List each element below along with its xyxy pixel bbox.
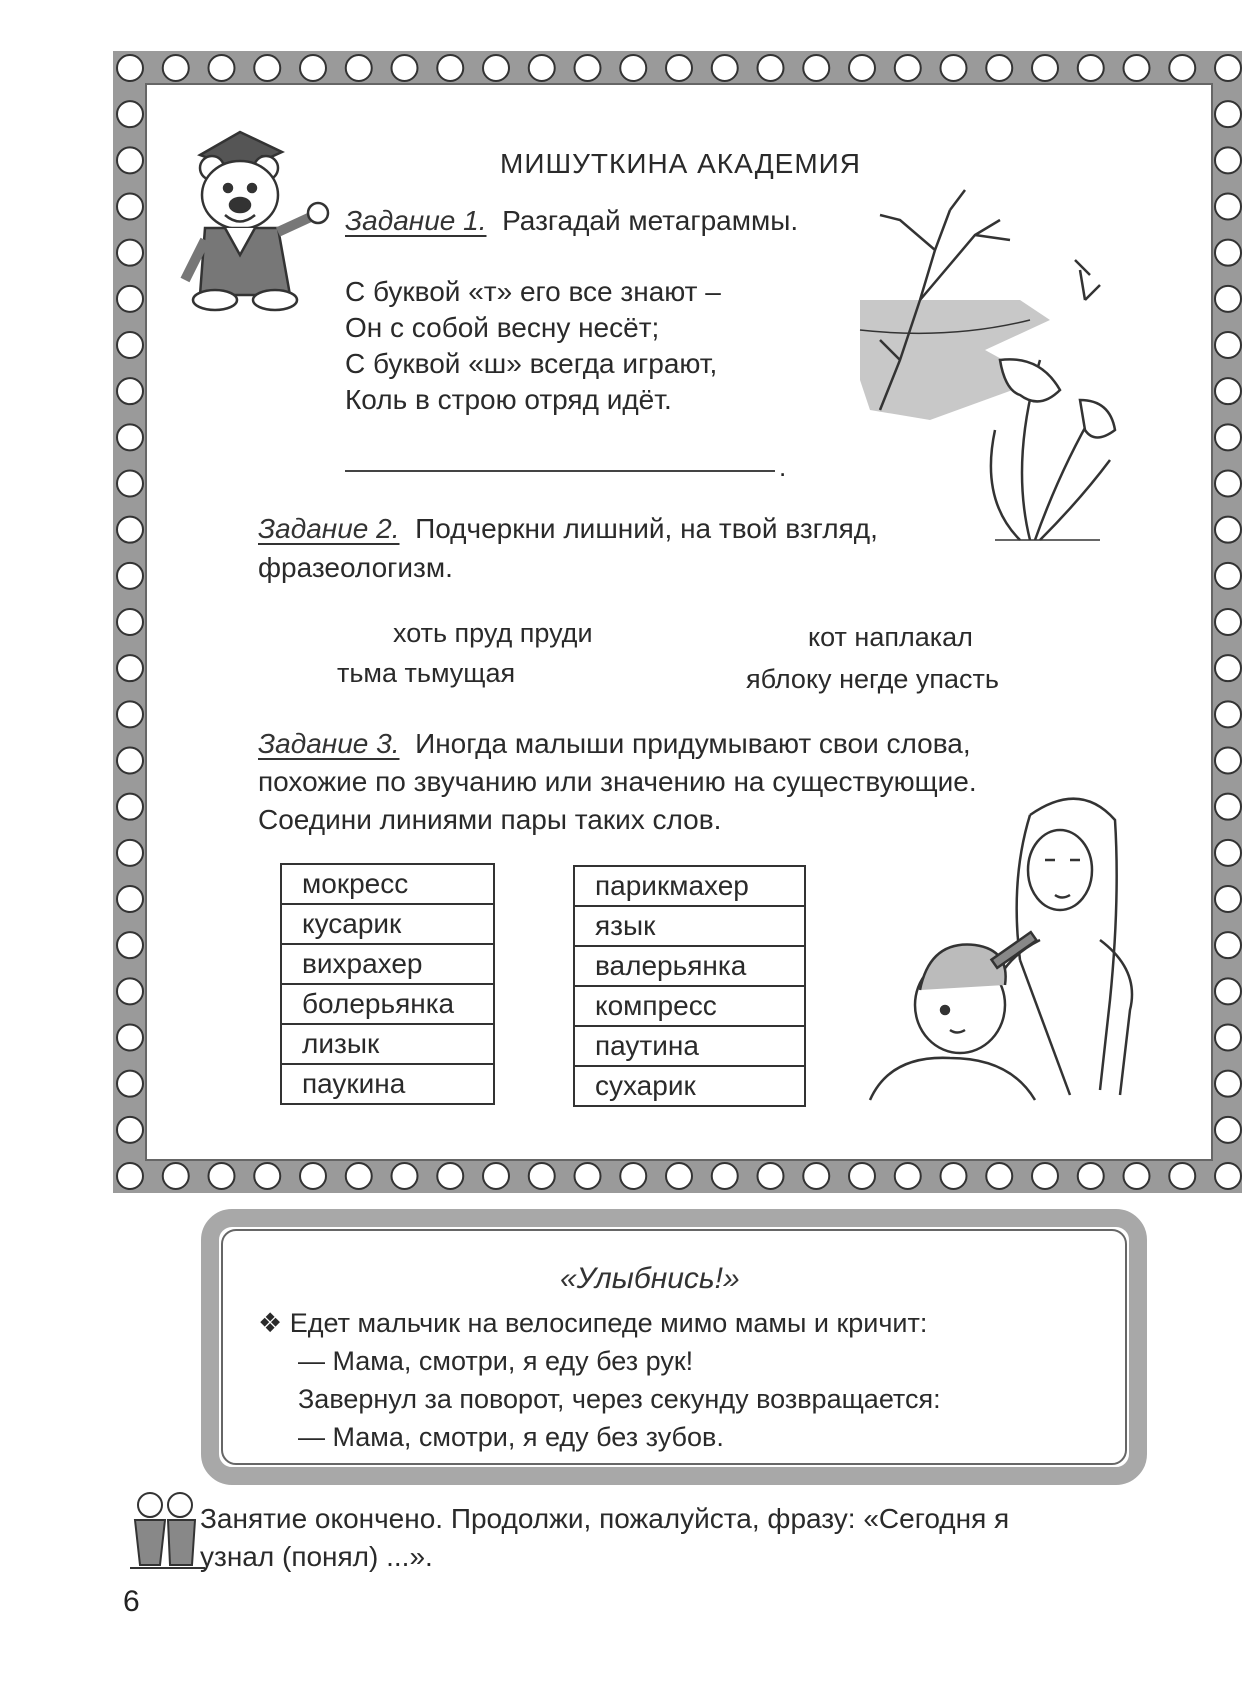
frame-circle [346,55,372,81]
frame-circle [117,1025,143,1051]
poem-line: Он с собой весну несёт; [345,312,660,343]
task3-text-line3: Соедини линиями пары таких слов. [258,804,722,835]
frame-circle [1215,1117,1241,1143]
final-line: Занятие окончено. Продолжи, пожалуйста, фразу: «Сегодня я [200,1503,1010,1534]
poem-line: С буквой «ш» всегда играют, [345,348,718,379]
frame-circle [758,55,784,81]
task3-heading [258,728,971,760]
lesson-end-prompt [200,1500,1009,1576]
right-word[interactable]: язык [574,906,805,946]
kids-icon [130,1493,205,1568]
frame-circle [117,424,143,450]
hairdresser-illustration [870,799,1132,1100]
frame-circle [1215,932,1241,958]
task1-label: Задание 1. [345,205,487,236]
frame-circle [346,1163,372,1189]
frame-circle [1215,378,1241,404]
frame-circle [163,1163,189,1189]
frame-circle [1169,1163,1195,1189]
frame-circle [1124,55,1150,81]
frame-circle [941,55,967,81]
poem-line: Коль в строю отряд идёт. [345,384,672,415]
frame-circle [392,1163,418,1189]
joke-line-1 [258,1304,941,1342]
frame-circle [254,55,280,81]
frame-circle [117,378,143,404]
frame-circle [1215,978,1241,1004]
frame-circle [117,517,143,543]
frame-circle [1215,1025,1241,1051]
frame-circle [1215,840,1241,866]
frame-circle [117,701,143,727]
frame-circle [392,55,418,81]
frame-circle [712,1163,738,1189]
joke-line: — Мама, смотри, я еду без зубов. [298,1422,724,1452]
frame-circle [117,194,143,220]
joke-line: — Мама, смотри, я еду без рук! [298,1346,694,1376]
frame-circle [117,609,143,635]
final-line: узнал (понял) ...». [200,1541,433,1572]
right-word[interactable]: паутина [574,1026,805,1066]
frame-circle [1124,1163,1150,1189]
frame-circle [117,794,143,820]
frame-circle [1215,517,1241,543]
smile-title: «Улыбнись!» [560,1262,740,1295]
frame-circle [1078,55,1104,81]
idiom-item[interactable]: тьма тьмущая [337,658,516,688]
task1-poem [345,274,721,418]
frame-circle [1215,194,1241,220]
frame-circle [117,748,143,774]
right-words-table [573,865,806,1107]
idiom-item[interactable]: хоть пруд пруди [393,618,593,648]
frame-circle [300,55,326,81]
joke-text [258,1304,941,1456]
idiom-item[interactable]: яблоку негде упасть [746,664,999,694]
task1-text: Разгадай метаграммы. [502,205,799,236]
task2-heading [258,513,878,545]
task1-answer-end: . [779,452,787,482]
frame-circle [483,55,509,81]
frame-circle [1215,1163,1241,1189]
frame-circle [117,886,143,912]
frame-circle [117,471,143,497]
frame-circle [620,55,646,81]
frame-circle [849,55,875,81]
frame-circle [895,1163,921,1189]
page-number: 6 [123,1585,140,1618]
frame-circle [1215,424,1241,450]
frame-circle [575,55,601,81]
frame-circle [1215,655,1241,681]
frame-circle [529,1163,555,1189]
frame-circle [209,55,235,81]
frame-circle [117,1071,143,1097]
task3-text-line2: похожие по звучанию или значению на существующие. [258,766,977,797]
left-words-table [280,863,495,1105]
task1-answer-line[interactable] [345,470,775,472]
frame-circle [117,101,143,127]
frame-circle [1215,147,1241,173]
left-word[interactable]: кусарик [281,904,494,944]
frame-circle [117,840,143,866]
left-word[interactable]: вихрахер [281,944,494,984]
frame-circle [117,978,143,1004]
frame-circle [1215,286,1241,312]
joke-line: Едет мальчик на велосипеде мимо мамы и кричит: [289,1308,928,1338]
frame-circle [117,240,143,266]
frame-circle [575,1163,601,1189]
joke-line: Завернул за поворот, через секунду возвращается: [298,1384,941,1414]
frame-circle [803,55,829,81]
frame-circle [1215,563,1241,589]
frame-circle [986,1163,1012,1189]
frame-circle [117,55,143,81]
task3-text-line1: Иногда малыши придумывают свои слова, [415,728,971,759]
frame-circle [1215,609,1241,635]
frame-circle [986,55,1012,81]
task2-text-line1: Подчеркни лишний, на твой взгляд, [415,513,878,544]
frame-circle [117,563,143,589]
frame-circle [117,332,143,358]
frame-circle [117,1163,143,1189]
frame-circle [117,147,143,173]
frame-circle [437,55,463,81]
task3-label: Задание 3. [258,728,400,759]
bear-graduate-icon [185,132,328,310]
task2-label: Задание 2. [258,513,400,544]
frame-circle [163,55,189,81]
frame-circle [117,1117,143,1143]
frame-circle [758,1163,784,1189]
frame-circle [1032,55,1058,81]
frame-circle [803,1163,829,1189]
frame-circle [1215,701,1241,727]
idiom-item[interactable]: кот наплакал [808,622,973,652]
page-title: МИШУТКИНА АКАДЕМИЯ [500,148,862,179]
frame-circle [1215,1071,1241,1097]
left-word[interactable]: лизык [281,1024,494,1064]
frame-circle [895,55,921,81]
right-word[interactable]: валерьянка [574,946,805,986]
left-word[interactable]: паукина [281,1064,494,1104]
right-word[interactable]: сухарик [574,1066,805,1106]
frame-circle [1078,1163,1104,1189]
poem-line: С буквой «т» его все знают – [345,276,721,307]
frame-circle [1215,886,1241,912]
frame-circle [209,1163,235,1189]
frame-circle [1215,332,1241,358]
frame-circle [529,55,555,81]
right-word[interactable]: парикмахер [574,866,805,906]
frame-circle [1215,748,1241,774]
frame-circle [941,1163,967,1189]
task2-text-line2: фразеологизм. [258,552,453,583]
frame-circle [712,55,738,81]
frame-circle [300,1163,326,1189]
frame-circle [1215,101,1241,127]
frame-circle [1215,240,1241,266]
frame-circle [117,932,143,958]
diamond-bullet-icon: ❖ [258,1308,283,1338]
frame-circle [117,655,143,681]
spring-tree-snowdrop-illustration [860,190,1115,540]
frame-circle [437,1163,463,1189]
frame-circle [1169,55,1195,81]
frame-circle [254,1163,280,1189]
frame-circle [1215,471,1241,497]
frame-circle [849,1163,875,1189]
frame-circle [483,1163,509,1189]
frame-circle [620,1163,646,1189]
frame-circle [1032,1163,1058,1189]
frame-circle [1215,794,1241,820]
task1-heading [345,205,798,237]
left-word[interactable]: мокресс [281,864,494,904]
left-word[interactable]: болерьянка [281,984,494,1024]
frame-circle [666,55,692,81]
frame-circle [1215,55,1241,81]
right-word[interactable]: компресс [574,986,805,1026]
frame-circle [117,286,143,312]
frame-circle [666,1163,692,1189]
